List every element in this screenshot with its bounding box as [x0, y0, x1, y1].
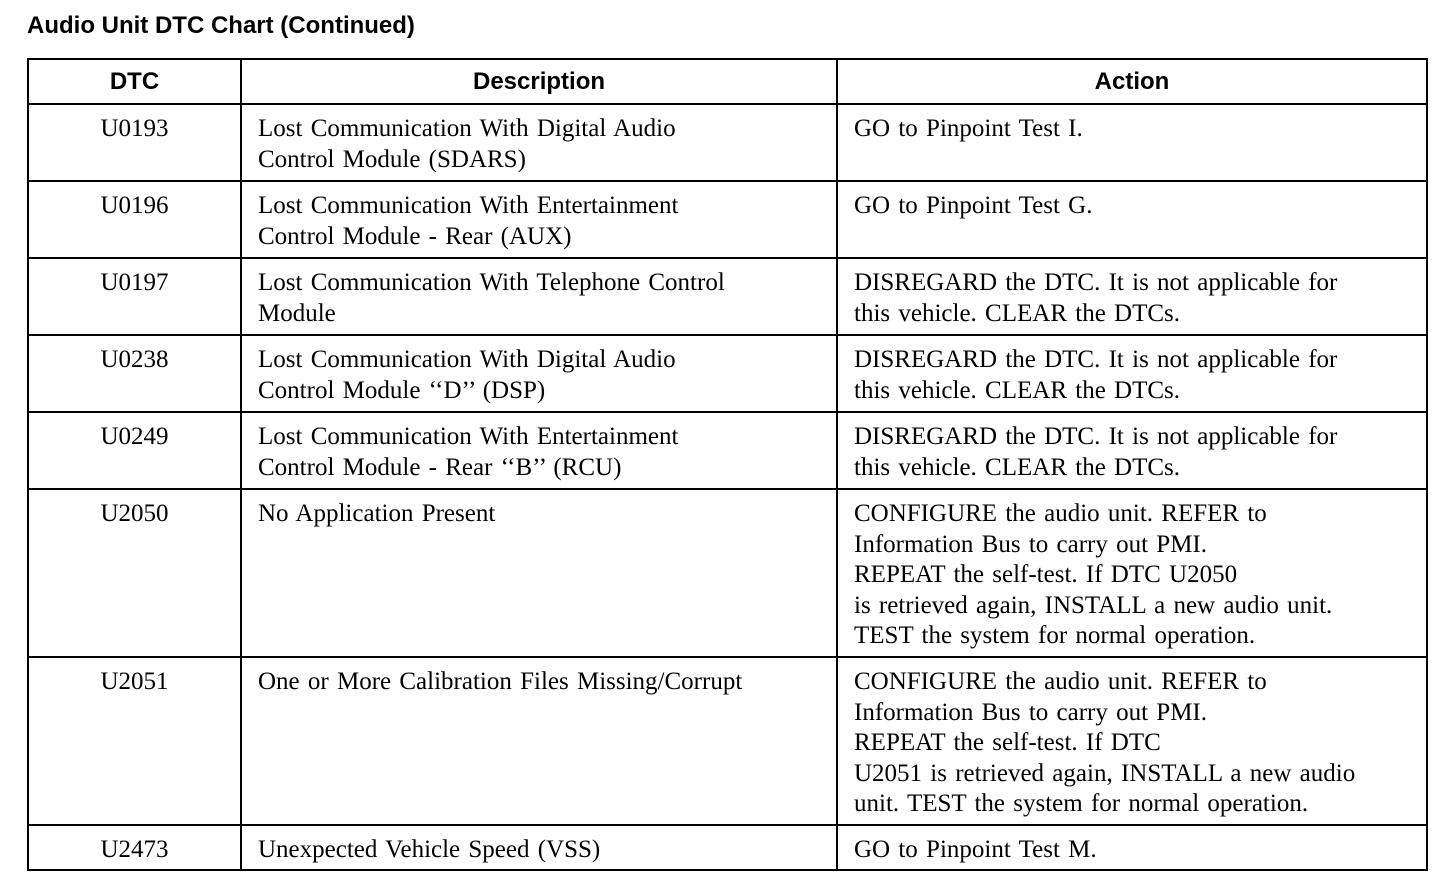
- dtc-description: No Application Present: [241, 489, 837, 657]
- dtc-code: U0249: [28, 412, 241, 489]
- dtc-code: U0238: [28, 335, 241, 412]
- header-action: Action: [837, 59, 1427, 104]
- dtc-description: Lost Communication With Digital Audio Control Module (SDARS): [241, 104, 837, 181]
- dtc-description: Unexpected Vehicle Speed (VSS): [241, 825, 837, 870]
- dtc-description: Lost Communication With Telephone Control Module: [241, 258, 837, 335]
- table-row: [28, 335, 1427, 412]
- dtc-action: GO to Pinpoint Test I.: [837, 104, 1427, 181]
- dtc-code: U2051: [28, 657, 241, 825]
- header-dtc: DTC: [28, 59, 241, 104]
- table-row: [28, 412, 1427, 489]
- table-header-row: [28, 59, 1427, 104]
- dtc-action: DISREGARD the DTC. It is not applicable for this vehicle. CLEAR the DTCs.: [837, 258, 1427, 335]
- dtc-code: U0193: [28, 104, 241, 181]
- dtc-action: CONFIGURE the audio unit. REFER to Information Bus to carry out PMI. REPEAT the self-test. If DTC U2051 is retrieved again, INSTALL a new audio unit. TEST the system for normal operation.: [837, 657, 1427, 825]
- header-description: Description: [241, 59, 837, 104]
- dtc-action: CONFIGURE the audio unit. REFER to Information Bus to carry out PMI. REPEAT the self-test. If DTC U2050 is retrieved again, INSTALL a new audio unit. TEST the system for normal operation.: [837, 489, 1427, 657]
- table-row: [28, 181, 1427, 258]
- table-row: [28, 258, 1427, 335]
- dtc-action: DISREGARD the DTC. It is not applicable for this vehicle. CLEAR the DTCs.: [837, 335, 1427, 412]
- page-title: Audio Unit DTC Chart (Continued): [27, 12, 415, 39]
- dtc-action: GO to Pinpoint Test M.: [837, 825, 1427, 870]
- dtc-description: Lost Communication With Digital Audio Control Module ‘‘D’’ (DSP): [241, 335, 837, 412]
- table-row: [28, 825, 1427, 870]
- dtc-code: U0197: [28, 258, 241, 335]
- dtc-action: GO to Pinpoint Test G.: [837, 181, 1427, 258]
- dtc-chart-table: [27, 58, 1428, 871]
- table-row: [28, 104, 1427, 181]
- table-row: [28, 657, 1427, 825]
- dtc-action: DISREGARD the DTC. It is not applicable for this vehicle. CLEAR the DTCs.: [837, 412, 1427, 489]
- dtc-description: Lost Communication With Entertainment Control Module - Rear (AUX): [241, 181, 837, 258]
- table-row: [28, 489, 1427, 657]
- dtc-description: Lost Communication With Entertainment Control Module - Rear ‘‘B’’ (RCU): [241, 412, 837, 489]
- dtc-description: One or More Calibration Files Missing/Corrupt: [241, 657, 837, 825]
- dtc-code: U0196: [28, 181, 241, 258]
- dtc-code: U2050: [28, 489, 241, 657]
- dtc-code: U2473: [28, 825, 241, 870]
